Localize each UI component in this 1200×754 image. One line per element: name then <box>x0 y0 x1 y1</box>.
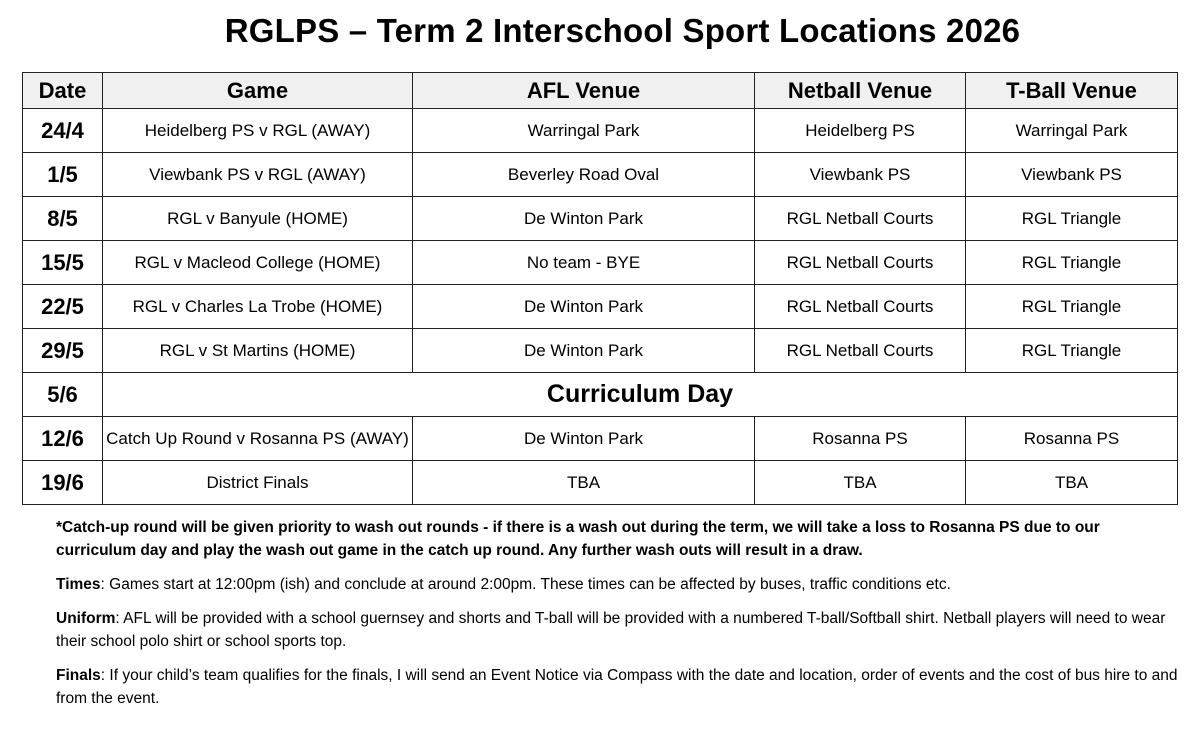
netball-venue-cell: Heidelberg PS <box>755 109 966 153</box>
tball-venue-cell: Viewbank PS <box>966 153 1178 197</box>
times-note <box>56 573 1181 596</box>
table-row <box>23 329 1178 373</box>
table-row <box>23 153 1178 197</box>
netball-venue-cell: Viewbank PS <box>755 153 966 197</box>
tball-venue-cell: Rosanna PS <box>966 417 1178 461</box>
tball-venue-cell: RGL Triangle <box>966 241 1178 285</box>
game-cell: Heidelberg PS v RGL (AWAY) <box>103 109 413 153</box>
date-cell: 8/5 <box>23 197 103 241</box>
times-label: Times <box>56 576 101 593</box>
afl-venue-cell: De Winton Park <box>413 417 755 461</box>
times-text: : Games start at 12:00pm (ish) and conclude at around 2:00pm. These times can be affected by buses, traffic conditions etc. <box>100 576 951 593</box>
notes-section <box>56 516 1181 721</box>
tball-venue-cell: RGL Triangle <box>966 197 1178 241</box>
finals-text: : If your child’s team qualifies for the finals, I will send an Event Notice via Compass with the date and location, order of events and the cost of bus hire to and from the event. <box>56 667 1178 707</box>
afl-venue-cell: De Winton Park <box>413 197 755 241</box>
date-cell: 24/4 <box>23 109 103 153</box>
header-date: Date <box>23 73 103 109</box>
date-cell: 29/5 <box>23 329 103 373</box>
finals-label: Finals <box>56 667 101 684</box>
table-row <box>23 417 1178 461</box>
table-row-curriculum-day <box>23 373 1178 417</box>
tball-venue-cell: TBA <box>966 461 1178 505</box>
header-game: Game <box>103 73 413 109</box>
date-cell: 1/5 <box>23 153 103 197</box>
tball-venue-cell: RGL Triangle <box>966 329 1178 373</box>
game-cell: Viewbank PS v RGL (AWAY) <box>103 153 413 197</box>
afl-venue-cell: De Winton Park <box>413 285 755 329</box>
netball-venue-cell: Rosanna PS <box>755 417 966 461</box>
page-title: RGLPS – Term 2 Interschool Sport Locations 2026 <box>224 12 1021 49</box>
date-cell: 22/5 <box>23 285 103 329</box>
afl-venue-cell: Beverley Road Oval <box>413 153 755 197</box>
uniform-label: Uniform <box>56 610 116 627</box>
afl-venue-cell: TBA <box>413 461 755 505</box>
table-row <box>23 197 1178 241</box>
afl-venue-cell: De Winton Park <box>413 329 755 373</box>
table-row <box>23 285 1178 329</box>
tball-venue-cell: RGL Triangle <box>966 285 1178 329</box>
game-cell: RGL v St Martins (HOME) <box>103 329 413 373</box>
netball-venue-cell: TBA <box>755 461 966 505</box>
afl-venue-cell: Warringal Park <box>413 109 755 153</box>
curriculum-day-cell: Curriculum Day <box>103 373 1178 417</box>
date-cell: 19/6 <box>23 461 103 505</box>
game-cell: RGL v Macleod College (HOME) <box>103 241 413 285</box>
uniform-text: : AFL will be provided with a school guernsey and shorts and T-ball will be provided with a numbered T-ball/Softball shirt. Netball players will need to wear their school polo shirt or school sports top. <box>56 610 1166 650</box>
header-afl-venue: AFL Venue <box>413 73 755 109</box>
netball-venue-cell: RGL Netball Courts <box>755 285 966 329</box>
header-tball-venue: T-Ball Venue <box>966 73 1178 109</box>
uniform-note <box>56 607 1181 653</box>
table-row <box>23 241 1178 285</box>
date-cell: 12/6 <box>23 417 103 461</box>
netball-venue-cell: RGL Netball Courts <box>755 241 966 285</box>
date-cell: 5/6 <box>23 373 103 417</box>
header-netball-venue: Netball Venue <box>755 73 966 109</box>
game-cell: District Finals <box>103 461 413 505</box>
table-row <box>23 109 1178 153</box>
date-cell: 15/5 <box>23 241 103 285</box>
schedule-table <box>22 72 1178 505</box>
table-header-row <box>23 73 1178 109</box>
netball-venue-cell: RGL Netball Courts <box>755 329 966 373</box>
catch-up-note: *Catch-up round will be given priority to wash out rounds - if there is a wash out during the term, we will take a loss to Rosanna PS due to our curriculum day and play the wash out game in the catch up round. Any further wash outs will result in a draw. <box>56 519 1100 559</box>
afl-venue-cell: No team - BYE <box>413 241 755 285</box>
game-cell: RGL v Banyule (HOME) <box>103 197 413 241</box>
tball-venue-cell: Warringal Park <box>966 109 1178 153</box>
finals-note <box>56 664 1181 710</box>
table-row <box>23 461 1178 505</box>
game-cell: Catch Up Round v Rosanna PS (AWAY) <box>103 417 413 461</box>
netball-venue-cell: RGL Netball Courts <box>755 197 966 241</box>
game-cell: RGL v Charles La Trobe (HOME) <box>103 285 413 329</box>
